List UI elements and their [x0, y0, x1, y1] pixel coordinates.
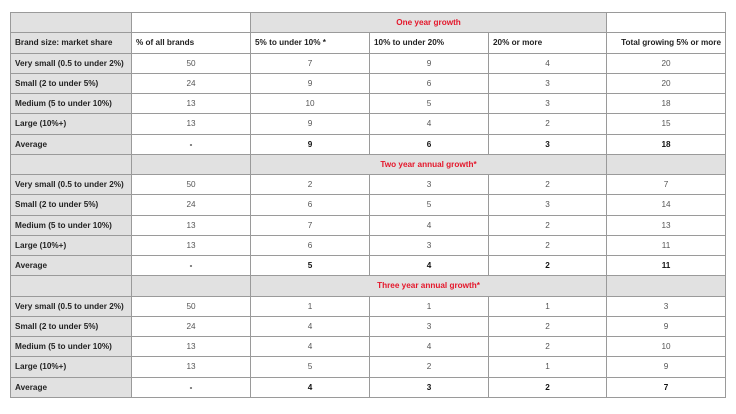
section-header-row — [11, 13, 726, 33]
value-cell: 6 — [370, 134, 489, 154]
share-cell: 24 — [132, 73, 251, 93]
value-cell: 5 — [370, 94, 489, 114]
average-row — [11, 134, 726, 154]
table-row — [11, 235, 726, 255]
section-title-cell — [251, 276, 607, 296]
growth-table — [10, 12, 726, 398]
section-title: Three year annual growth* — [377, 281, 480, 291]
share-cell: 50 — [132, 175, 251, 195]
value-cell: 2 — [251, 175, 370, 195]
total-cell: 11 — [607, 235, 726, 255]
value-cell: 10 — [251, 94, 370, 114]
row-label: Small (2 to under 5%) — [11, 195, 132, 215]
table-row — [11, 316, 726, 336]
table-row — [11, 53, 726, 73]
row-label: Very small (0.5 to under 2%) — [11, 175, 132, 195]
value-cell: 3 — [489, 195, 607, 215]
table-row — [11, 175, 726, 195]
header-5-to-10: 5% to under 10% * — [251, 33, 370, 53]
value-cell: 3 — [370, 175, 489, 195]
table-row — [11, 195, 726, 215]
header-pct-brands: % of all brands — [132, 33, 251, 53]
share-cell: 50 — [132, 53, 251, 73]
table-row — [11, 337, 726, 357]
share-cell: - — [132, 377, 251, 397]
blank-cell — [11, 154, 132, 174]
total-cell: 10 — [607, 337, 726, 357]
total-cell: 9 — [607, 357, 726, 377]
total-cell: 7 — [607, 377, 726, 397]
header-total: Total growing 5% or more — [607, 33, 726, 53]
share-cell: 50 — [132, 296, 251, 316]
value-cell: 3 — [370, 377, 489, 397]
share-cell: 13 — [132, 114, 251, 134]
share-cell: 24 — [132, 316, 251, 336]
value-cell: 2 — [489, 114, 607, 134]
value-cell: 4 — [370, 215, 489, 235]
row-label: Large (10%+) — [11, 114, 132, 134]
value-cell: 3 — [489, 134, 607, 154]
total-cell: 15 — [607, 114, 726, 134]
value-cell: 2 — [489, 337, 607, 357]
value-cell: 6 — [251, 195, 370, 215]
blank-cell — [132, 276, 251, 296]
share-cell: 13 — [132, 215, 251, 235]
value-cell: 2 — [489, 316, 607, 336]
share-cell: - — [132, 256, 251, 276]
value-cell: 4 — [370, 337, 489, 357]
value-cell: 2 — [489, 235, 607, 255]
blank-cell — [607, 13, 726, 33]
blank-cell — [11, 13, 132, 33]
total-cell: 20 — [607, 53, 726, 73]
value-cell: 5 — [251, 357, 370, 377]
section-title-cell — [251, 13, 607, 33]
row-label: Large (10%+) — [11, 357, 132, 377]
section-header-row — [11, 154, 726, 174]
table-row — [11, 357, 726, 377]
header-brand-size: Brand size: market share — [11, 33, 132, 53]
value-cell: 2 — [370, 357, 489, 377]
total-cell: 7 — [607, 175, 726, 195]
value-cell: 2 — [489, 215, 607, 235]
blank-cell — [132, 154, 251, 174]
total-cell: 9 — [607, 316, 726, 336]
value-cell: 4 — [251, 377, 370, 397]
total-cell: 20 — [607, 73, 726, 93]
row-label: Very small (0.5 to under 2%) — [11, 296, 132, 316]
share-cell: 13 — [132, 235, 251, 255]
value-cell: 9 — [370, 53, 489, 73]
total-cell: 3 — [607, 296, 726, 316]
value-cell: 1 — [251, 296, 370, 316]
total-cell: 14 — [607, 195, 726, 215]
value-cell: 4 — [370, 114, 489, 134]
share-cell: - — [132, 134, 251, 154]
row-label: Average — [11, 377, 132, 397]
blank-cell — [607, 154, 726, 174]
row-label: Very small (0.5 to under 2%) — [11, 53, 132, 73]
section-title: One year growth — [396, 18, 461, 28]
value-cell: 4 — [489, 53, 607, 73]
total-cell: 18 — [607, 94, 726, 114]
value-cell: 6 — [251, 235, 370, 255]
table-row — [11, 296, 726, 316]
share-cell: 24 — [132, 195, 251, 215]
row-label: Small (2 to under 5%) — [11, 73, 132, 93]
value-cell: 1 — [489, 357, 607, 377]
table-row — [11, 94, 726, 114]
average-row — [11, 377, 726, 397]
row-label: Average — [11, 134, 132, 154]
row-label: Large (10%+) — [11, 235, 132, 255]
table-row — [11, 73, 726, 93]
total-cell: 13 — [607, 215, 726, 235]
row-label: Medium (5 to under 10%) — [11, 337, 132, 357]
average-row — [11, 256, 726, 276]
value-cell: 2 — [489, 377, 607, 397]
value-cell: 3 — [489, 73, 607, 93]
value-cell: 5 — [251, 256, 370, 276]
value-cell: 9 — [251, 73, 370, 93]
value-cell: 4 — [251, 316, 370, 336]
section-title-cell — [251, 154, 607, 174]
section-header-row — [11, 276, 726, 296]
share-cell: 13 — [132, 337, 251, 357]
value-cell: 4 — [370, 256, 489, 276]
value-cell: 9 — [251, 114, 370, 134]
row-label: Medium (5 to under 10%) — [11, 94, 132, 114]
blank-cell — [132, 13, 251, 33]
column-header-row — [11, 33, 726, 53]
value-cell: 4 — [251, 337, 370, 357]
row-label: Average — [11, 256, 132, 276]
table-row — [11, 215, 726, 235]
value-cell: 2 — [489, 175, 607, 195]
total-cell: 18 — [607, 134, 726, 154]
header-10-to-20: 10% to under 20% — [370, 33, 489, 53]
value-cell: 1 — [370, 296, 489, 316]
value-cell: 3 — [489, 94, 607, 114]
table-row — [11, 114, 726, 134]
total-cell: 11 — [607, 256, 726, 276]
row-label: Small (2 to under 5%) — [11, 316, 132, 336]
blank-cell — [607, 276, 726, 296]
value-cell: 3 — [370, 316, 489, 336]
share-cell: 13 — [132, 94, 251, 114]
row-label: Medium (5 to under 10%) — [11, 215, 132, 235]
value-cell: 3 — [370, 235, 489, 255]
value-cell: 7 — [251, 215, 370, 235]
value-cell: 9 — [251, 134, 370, 154]
value-cell: 1 — [489, 296, 607, 316]
value-cell: 6 — [370, 73, 489, 93]
table-body — [11, 13, 726, 398]
section-title: Two year annual growth* — [380, 159, 477, 169]
blank-cell — [11, 276, 132, 296]
value-cell: 2 — [489, 256, 607, 276]
value-cell: 7 — [251, 53, 370, 73]
value-cell: 5 — [370, 195, 489, 215]
header-20-plus: 20% or more — [489, 33, 607, 53]
share-cell: 13 — [132, 357, 251, 377]
